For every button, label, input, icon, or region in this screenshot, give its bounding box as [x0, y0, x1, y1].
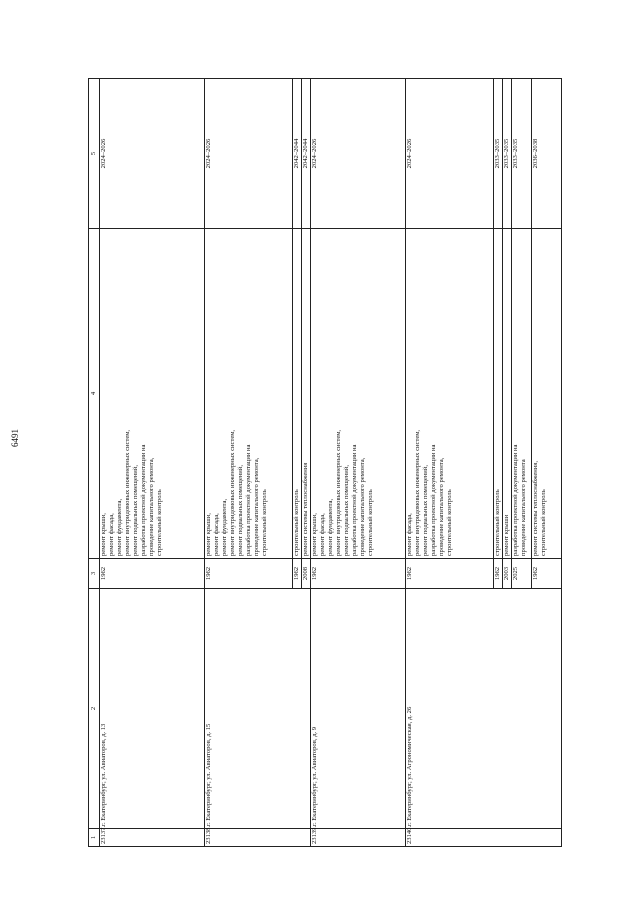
- table-container: [88, 79, 576, 847]
- record-year: 2003: [503, 559, 512, 589]
- record-year: 2025: [512, 559, 532, 589]
- repair-schedule-table: [88, 78, 562, 847]
- record-number: 23138.: [205, 829, 311, 847]
- record-works: ремонт крыши, ремонт фасада, ремонт фундамента, ремонт внутридомовых инженерных систем, ремонт подвальных помещений, разработка проектной документации на проведение капитального ремонта, строительный контроль: [100, 229, 205, 559]
- header-col-2: 2: [89, 589, 100, 829]
- table-row: [205, 79, 293, 847]
- record-year: 1962: [100, 559, 205, 589]
- record-address: г. Екатеринбург, ул. Авиаторов, д. 13: [100, 589, 205, 829]
- record-period: 2042–2044: [293, 79, 302, 229]
- record-year: 1962: [205, 559, 293, 589]
- record-works: ремонт крыши, ремонт фасада, ремонт фундамента, ремонт внутридомовых инженерных систем, ремонт подвальных помещений, разработка проектной документации на проведение капитального ремонта, строительный контроль: [311, 229, 406, 559]
- header-col-1: 1: [89, 829, 100, 847]
- table-body: [100, 79, 562, 847]
- record-number: 23139.: [311, 829, 406, 847]
- record-year: 1962: [293, 559, 302, 589]
- record-year: 1962: [406, 559, 494, 589]
- record-period: 2036–2038: [532, 79, 562, 229]
- record-works: ремонт системы теплоснабжения, строительный контроль: [532, 229, 562, 559]
- record-year: 1962: [494, 559, 503, 589]
- record-year: 2008: [302, 559, 311, 589]
- record-works: ремонт крыши: [503, 229, 512, 559]
- record-works: ремонт системы теплоснабжения: [302, 229, 311, 559]
- record-period: 2024–2026: [205, 79, 293, 229]
- record-address: г. Екатеринбург, ул. Авиаторов, д. 9: [311, 589, 406, 829]
- header-col-3: 3: [89, 559, 100, 589]
- record-works: разработка проектной документации на проведение капитального ремонта: [512, 229, 532, 559]
- record-year: 1962: [311, 559, 406, 589]
- record-period: 2033–2035: [494, 79, 503, 229]
- header-col-4: 4: [89, 229, 100, 559]
- record-address: г. Екатеринбург, ул. Авиаторов, д. 15: [205, 589, 311, 829]
- record-works: строительный контроль: [293, 229, 302, 559]
- record-period: 2042–2044: [302, 79, 311, 229]
- record-address: г. Екатеринбург, ул. Агрономическая, д. 26: [406, 589, 562, 829]
- table-row: [100, 79, 205, 847]
- table-row: [311, 79, 406, 847]
- table-header-row: [89, 79, 100, 847]
- record-period: 2024–2026: [100, 79, 205, 229]
- rotated-table-frame: [88, 79, 576, 847]
- record-year: 1962: [532, 559, 562, 589]
- record-number: 23140.: [406, 829, 562, 847]
- record-period: 2024–2026: [311, 79, 406, 229]
- record-period: 2033–2035: [512, 79, 532, 229]
- record-period: 2024–2026: [406, 79, 494, 229]
- table-row: [406, 79, 494, 847]
- record-works: ремонт крыши, ремонт фасада, ремонт фундамента, ремонт внутридомовых инженерных систем, ремонт подвальных помещений, разработка проектной документации на проведение капитального ремонта, строительный контроль: [205, 229, 293, 559]
- record-works: ремонт фасада, ремонт внутридомовых инженерных систем, ремонт подвальных помещений, разработка проектной документации на проведение капитального ремонта, строительный контроль: [406, 229, 494, 559]
- record-period: 2033–2035: [503, 79, 512, 229]
- record-number: 23137.: [100, 829, 205, 847]
- record-works: строительный контроль: [494, 229, 503, 559]
- page-number: 6491: [10, 429, 20, 447]
- header-col-5: 5: [89, 79, 100, 229]
